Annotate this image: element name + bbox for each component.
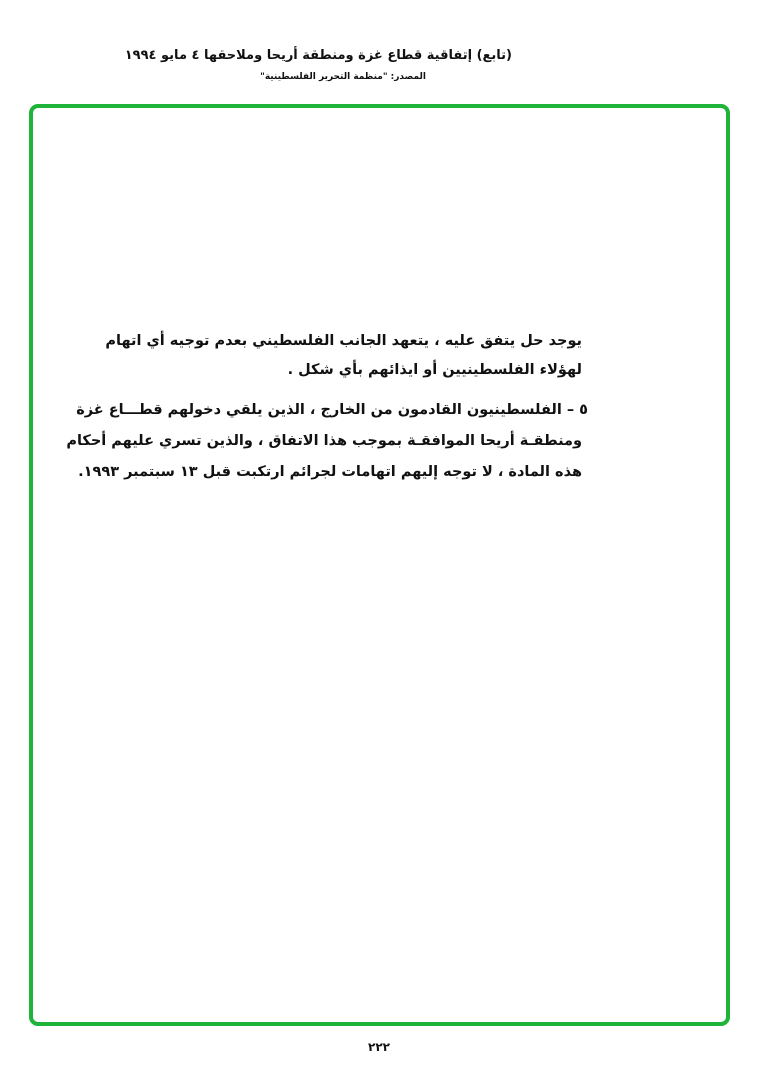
paragraph-2-line-1: ٥ – الفلسطينيون القادمون من الخارج ، الذين يلقي دخولهم قطـــاع غزة <box>76 402 588 418</box>
paragraph-1-line-1: يوجد حل يتفق عليه ، يتعهد الجانب الفلسطيني بعدم توجيه أي اتهام <box>105 333 582 349</box>
paragraph-2-line-2: ومنطقـة أريحا الموافقـة بموجب هذا الاتفاق ، والذين تسري عليهم أحكام <box>66 433 582 449</box>
content-frame <box>29 104 730 1026</box>
paragraph-1-line-2: لهؤلاء الفلسطينيين أو ايذائهم بأي شكل . <box>287 362 582 378</box>
document-source: المصدر: "منظمة التحرير الفلسطينية" <box>260 72 426 82</box>
page-number: ٢٢٢ <box>368 1040 390 1054</box>
document-title: (تابع) إتفاقية قطاع غزة ومنطقة أريحا وملاحقها ٤ مايو ١٩٩٤ <box>124 48 512 63</box>
paragraph-2-line-3: هذه المادة ، لا توجه إليهم اتهامات لجرائم ارتكبت قبل ١٣ سبتمبر ١٩٩٣. <box>78 464 582 480</box>
